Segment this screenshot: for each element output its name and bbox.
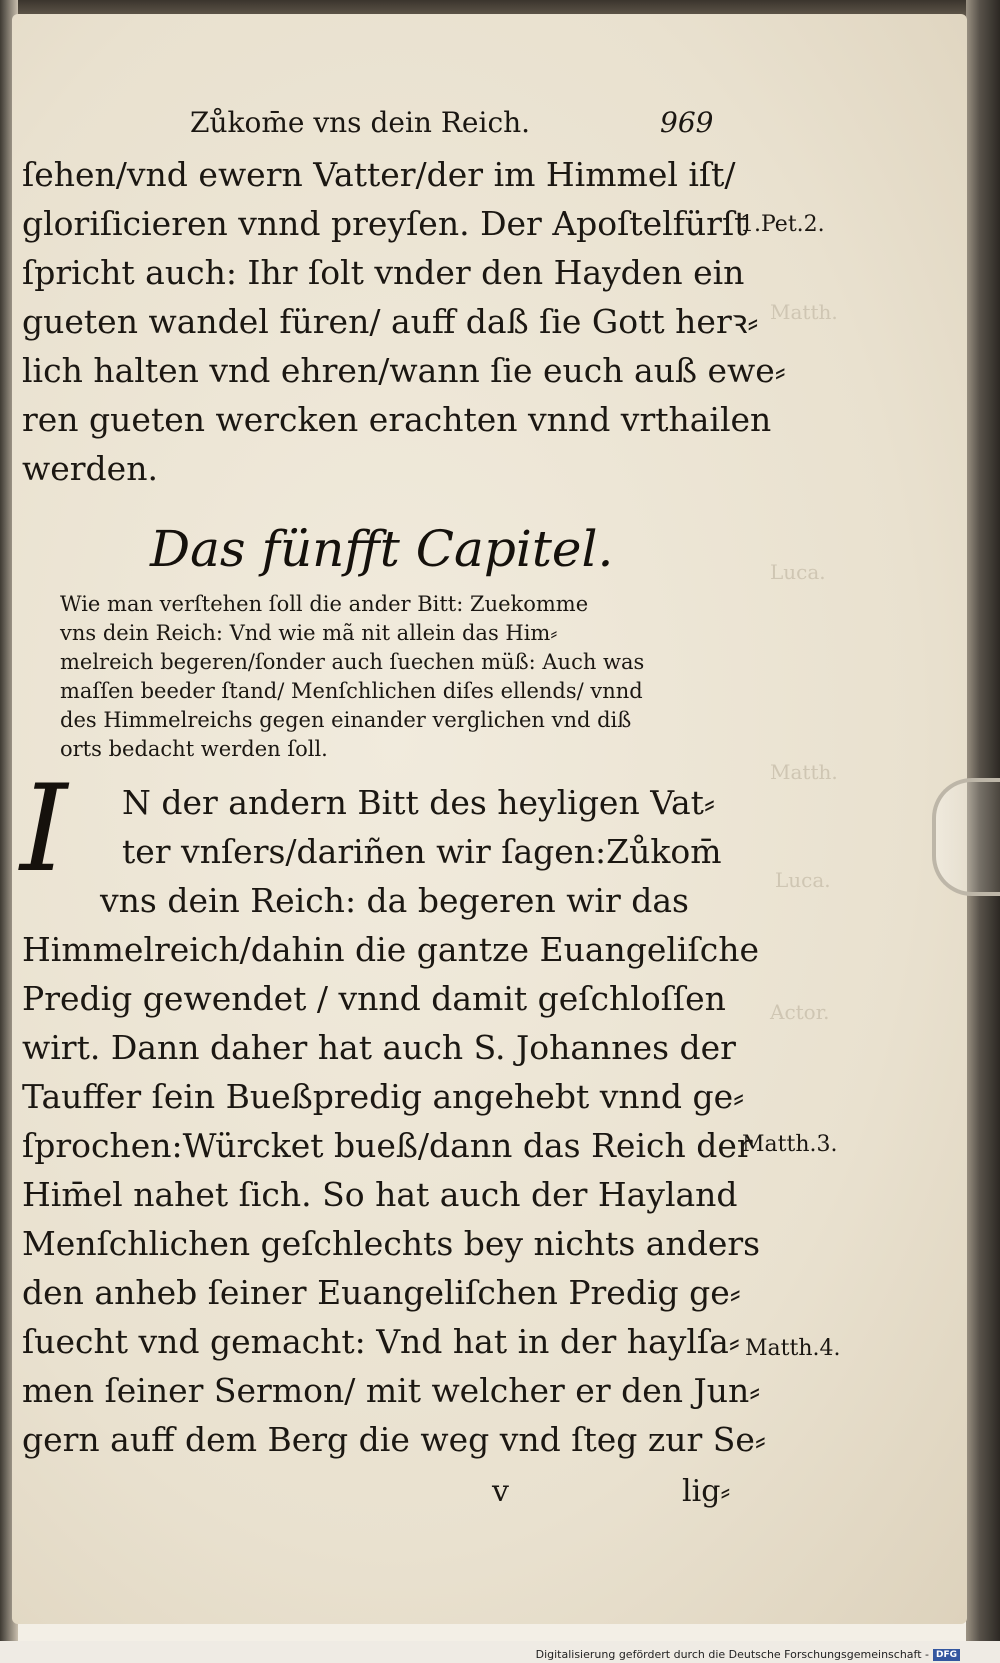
decorated-initial: I: [20, 760, 68, 899]
text-line: gueten wandel füren/ auff daß ſie Gott herꝛ⸗: [22, 302, 759, 341]
chapter-heading: Das fünfft Capitel.: [150, 520, 614, 578]
text-line: wirt. Dann daher hat auch S. Johannes der: [22, 1028, 736, 1067]
credit-text: Digitalisierung gefördert durch die Deutsche Forschungsgemeinschaft -: [535, 1648, 929, 1661]
credit-strip: [0, 1641, 1000, 1663]
text-line: ter vnſers/dariñen wir ſagen:Zůkom̄: [122, 832, 722, 871]
text-line: gloriſicieren vnnd preyſen. Der Apoſtelfürſt: [22, 204, 748, 243]
digitization-credit: [536, 1648, 960, 1661]
show-through-note: Matth.: [770, 760, 838, 784]
dfg-logo: DFG: [933, 1649, 960, 1661]
text-line: den anheb ſeiner Euangeliſchen Predig ge⸗: [22, 1273, 741, 1312]
show-through-note: Actor.: [770, 1000, 830, 1024]
show-through-note: Matth.: [770, 300, 838, 324]
text-line: Himmelreich/dahin die gantze Euangeliſche: [22, 930, 759, 969]
text-line: Him̄el nahet ſich. So hat auch der Hayland: [22, 1175, 738, 1214]
running-title: Zůkom̄e vns dein Reich.: [190, 106, 531, 139]
running-head: [190, 106, 750, 150]
text-line: ſuecht vnd gemacht: Vnd hat in der haylſa⸗: [22, 1322, 740, 1361]
chapter-summary: [60, 590, 700, 764]
summary-line: melreich begeren/ſonder auch ſuechen müß: Auch was: [60, 650, 645, 674]
text-line: werden.: [22, 449, 158, 488]
text-line: ren gueten wercken erachten vnnd vrthailen: [22, 400, 772, 439]
margin-note-matth3: Matth.3.: [742, 1132, 838, 1157]
summary-line: des Himmelreichs gegen einander verglichen vnd diß: [60, 708, 632, 732]
text-line: gern auff dem Berg die weg vnd ſteg zur Se⸗: [22, 1420, 766, 1459]
show-through-note: Luca.: [770, 560, 826, 584]
margin-note-pet: 1.Pet.2.: [740, 212, 825, 237]
summary-line: maſſen beeder ſtand/ Menſchlichen diſes ellends/ vnnd: [60, 679, 643, 703]
main-paragraph: [22, 778, 766, 1464]
page-number: 969: [660, 106, 714, 139]
summary-line: Wie man verſtehen ſoll die ander Bitt: Zuekomme: [60, 592, 589, 616]
summary-line: orts bedacht werden ſoll.: [60, 737, 328, 761]
summary-line: vns dein Reich: Vnd wie mã nit allein das Him⸗: [60, 621, 558, 645]
signature-mark: v: [492, 1474, 509, 1509]
text-line: Menſchlichen geſchlechts bey nichts anders: [22, 1224, 761, 1263]
text-line: vns dein Reich: da begeren wir das: [100, 881, 689, 920]
show-through-note: Luca.: [775, 868, 831, 892]
catchword-line: [22, 1474, 732, 1514]
page-clip: [932, 778, 1000, 896]
text-line: Tauffer ſein Bueßpredig angehebt vnnd ge⸗: [22, 1077, 745, 1116]
text-line: ſehen/vnd ewern Vatter/der im Himmel iſt/: [22, 155, 736, 194]
text-line: men ſeiner Sermon/ mit welcher er den Jun⸗: [22, 1371, 761, 1410]
text-line: ſpricht auch: Ihr ſolt vnder den Hayden ein: [22, 253, 745, 292]
margin-note-matth4: Matth.4.: [745, 1336, 841, 1361]
catchword: lig⸗: [682, 1474, 731, 1509]
text-line: N der andern Bitt des heyligen Vat⸗: [122, 783, 715, 822]
text-line: Predig gewendet / vnnd damit geſchloſſen: [22, 979, 726, 1018]
text-line: ſprochen:Würcket bueß/dann das Reich der: [22, 1126, 753, 1165]
text-line: lich halten vnd ehren/wann ſie euch auß ewe⸗: [22, 351, 786, 390]
